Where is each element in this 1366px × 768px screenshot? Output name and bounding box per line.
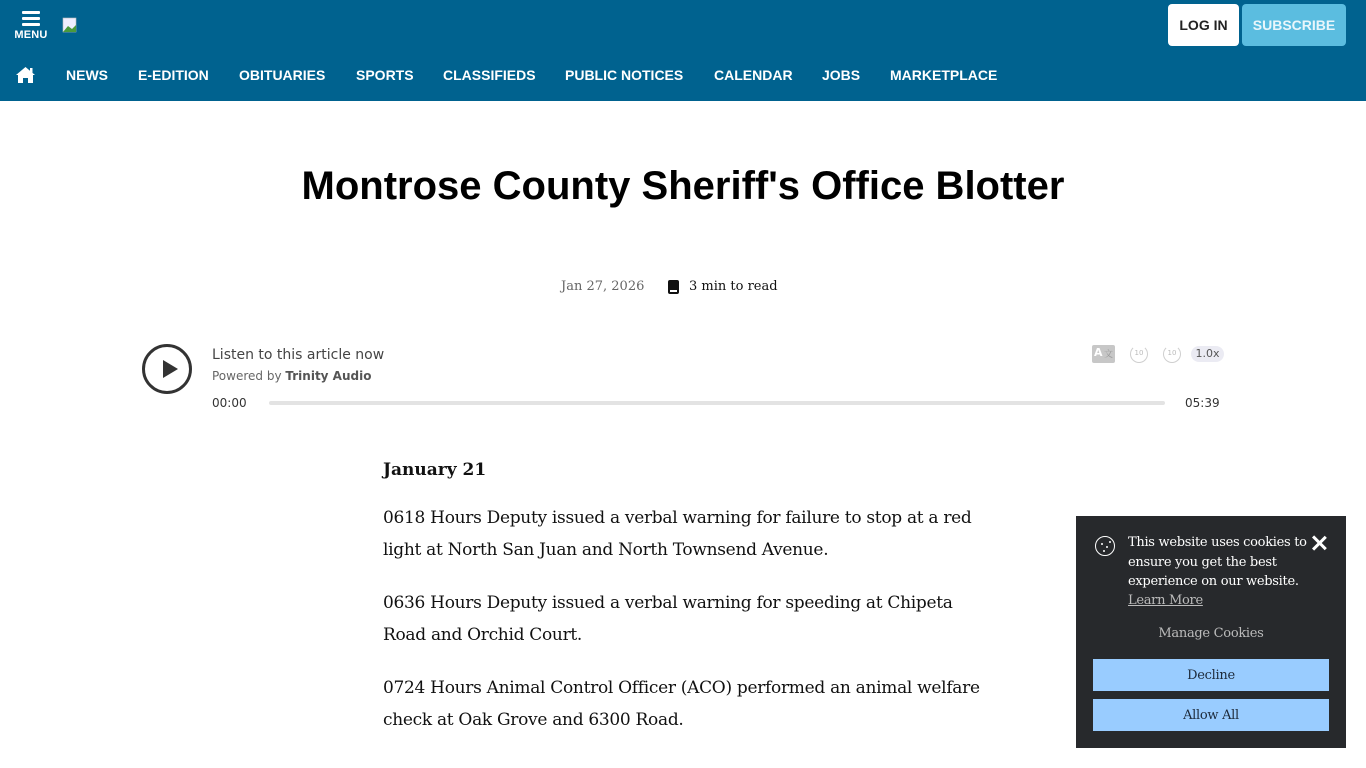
- current-time: 00:00: [212, 396, 247, 410]
- powered-by: [212, 369, 371, 383]
- nav-obituaries[interactable]: OBITUARIES: [239, 67, 326, 83]
- nav-classifieds[interactable]: CLASSIFIEDS: [443, 67, 536, 83]
- translate-icon[interactable]: [1092, 345, 1115, 363]
- learn-more-link[interactable]: Learn More: [1128, 593, 1203, 608]
- login-button[interactable]: LOG IN: [1168, 4, 1239, 46]
- broken-logo-image-icon[interactable]: [62, 17, 78, 33]
- nav-news[interactable]: NEWS: [66, 67, 108, 83]
- nav-calendar[interactable]: CALENDAR: [714, 67, 793, 83]
- publish-date: Jan 27, 2026: [561, 279, 645, 294]
- nav-marketplace[interactable]: MARKETPLACE: [890, 67, 998, 83]
- paragraph: 0618 Hours Deputy issued a verbal warning for failure to stop at a red light at North San Juan and North Townsend Avenue.: [383, 508, 972, 560]
- book-icon: [668, 280, 679, 294]
- article-title: Montrose County Sheriff's Office Blotter: [301, 164, 1065, 208]
- nav-jobs[interactable]: JOBS: [822, 67, 861, 83]
- listen-label: Listen to this article now: [212, 347, 385, 363]
- powered-by-label: Powered by: [212, 369, 282, 383]
- paragraph: 0724 Hours Animal Control Officer (ACO) performed an animal welfare check at Oak Grove and 6300 Road.: [383, 678, 980, 730]
- menu-button[interactable]: [12, 8, 50, 48]
- menu-label: MENU: [14, 29, 48, 41]
- nav-e-edition[interactable]: E-EDITION: [138, 67, 209, 83]
- site-header: [0, 0, 1366, 101]
- nav-sports[interactable]: SPORTS: [356, 67, 414, 83]
- progress-bar[interactable]: [269, 401, 1165, 405]
- play-button[interactable]: [142, 344, 192, 394]
- hamburger-icon: [22, 11, 40, 26]
- cookie-icon: [1095, 536, 1115, 556]
- provider-name: Trinity Audio: [285, 369, 372, 383]
- playback-speed-button[interactable]: 1.0x: [1191, 346, 1224, 362]
- cookie-banner: [1076, 516, 1346, 748]
- manage-cookies-link[interactable]: Manage Cookies: [1158, 626, 1264, 641]
- audio-player: [142, 340, 1224, 420]
- duration: 05:39: [1185, 396, 1220, 410]
- close-icon[interactable]: [1310, 534, 1328, 552]
- forward-10-icon[interactable]: 10: [1163, 345, 1181, 363]
- allow-all-button[interactable]: Allow All: [1093, 699, 1329, 731]
- article-body: [383, 460, 983, 757]
- read-time: 3 min to read: [689, 279, 778, 294]
- paragraph: 0636 Hours Deputy issued a verbal warning for speeding at Chipeta Road and Orchid Court.: [383, 593, 953, 645]
- nav-public-notices[interactable]: PUBLIC NOTICES: [565, 67, 684, 83]
- section-heading: January 21: [383, 460, 487, 480]
- cookie-message: This website uses cookies to ensure you get the best experience on our website.: [1128, 535, 1307, 589]
- decline-button[interactable]: Decline: [1093, 659, 1329, 691]
- rewind-10-icon[interactable]: 10: [1130, 345, 1148, 363]
- subscribe-button[interactable]: SUBSCRIBE: [1242, 4, 1346, 46]
- home-icon[interactable]: [15, 66, 36, 84]
